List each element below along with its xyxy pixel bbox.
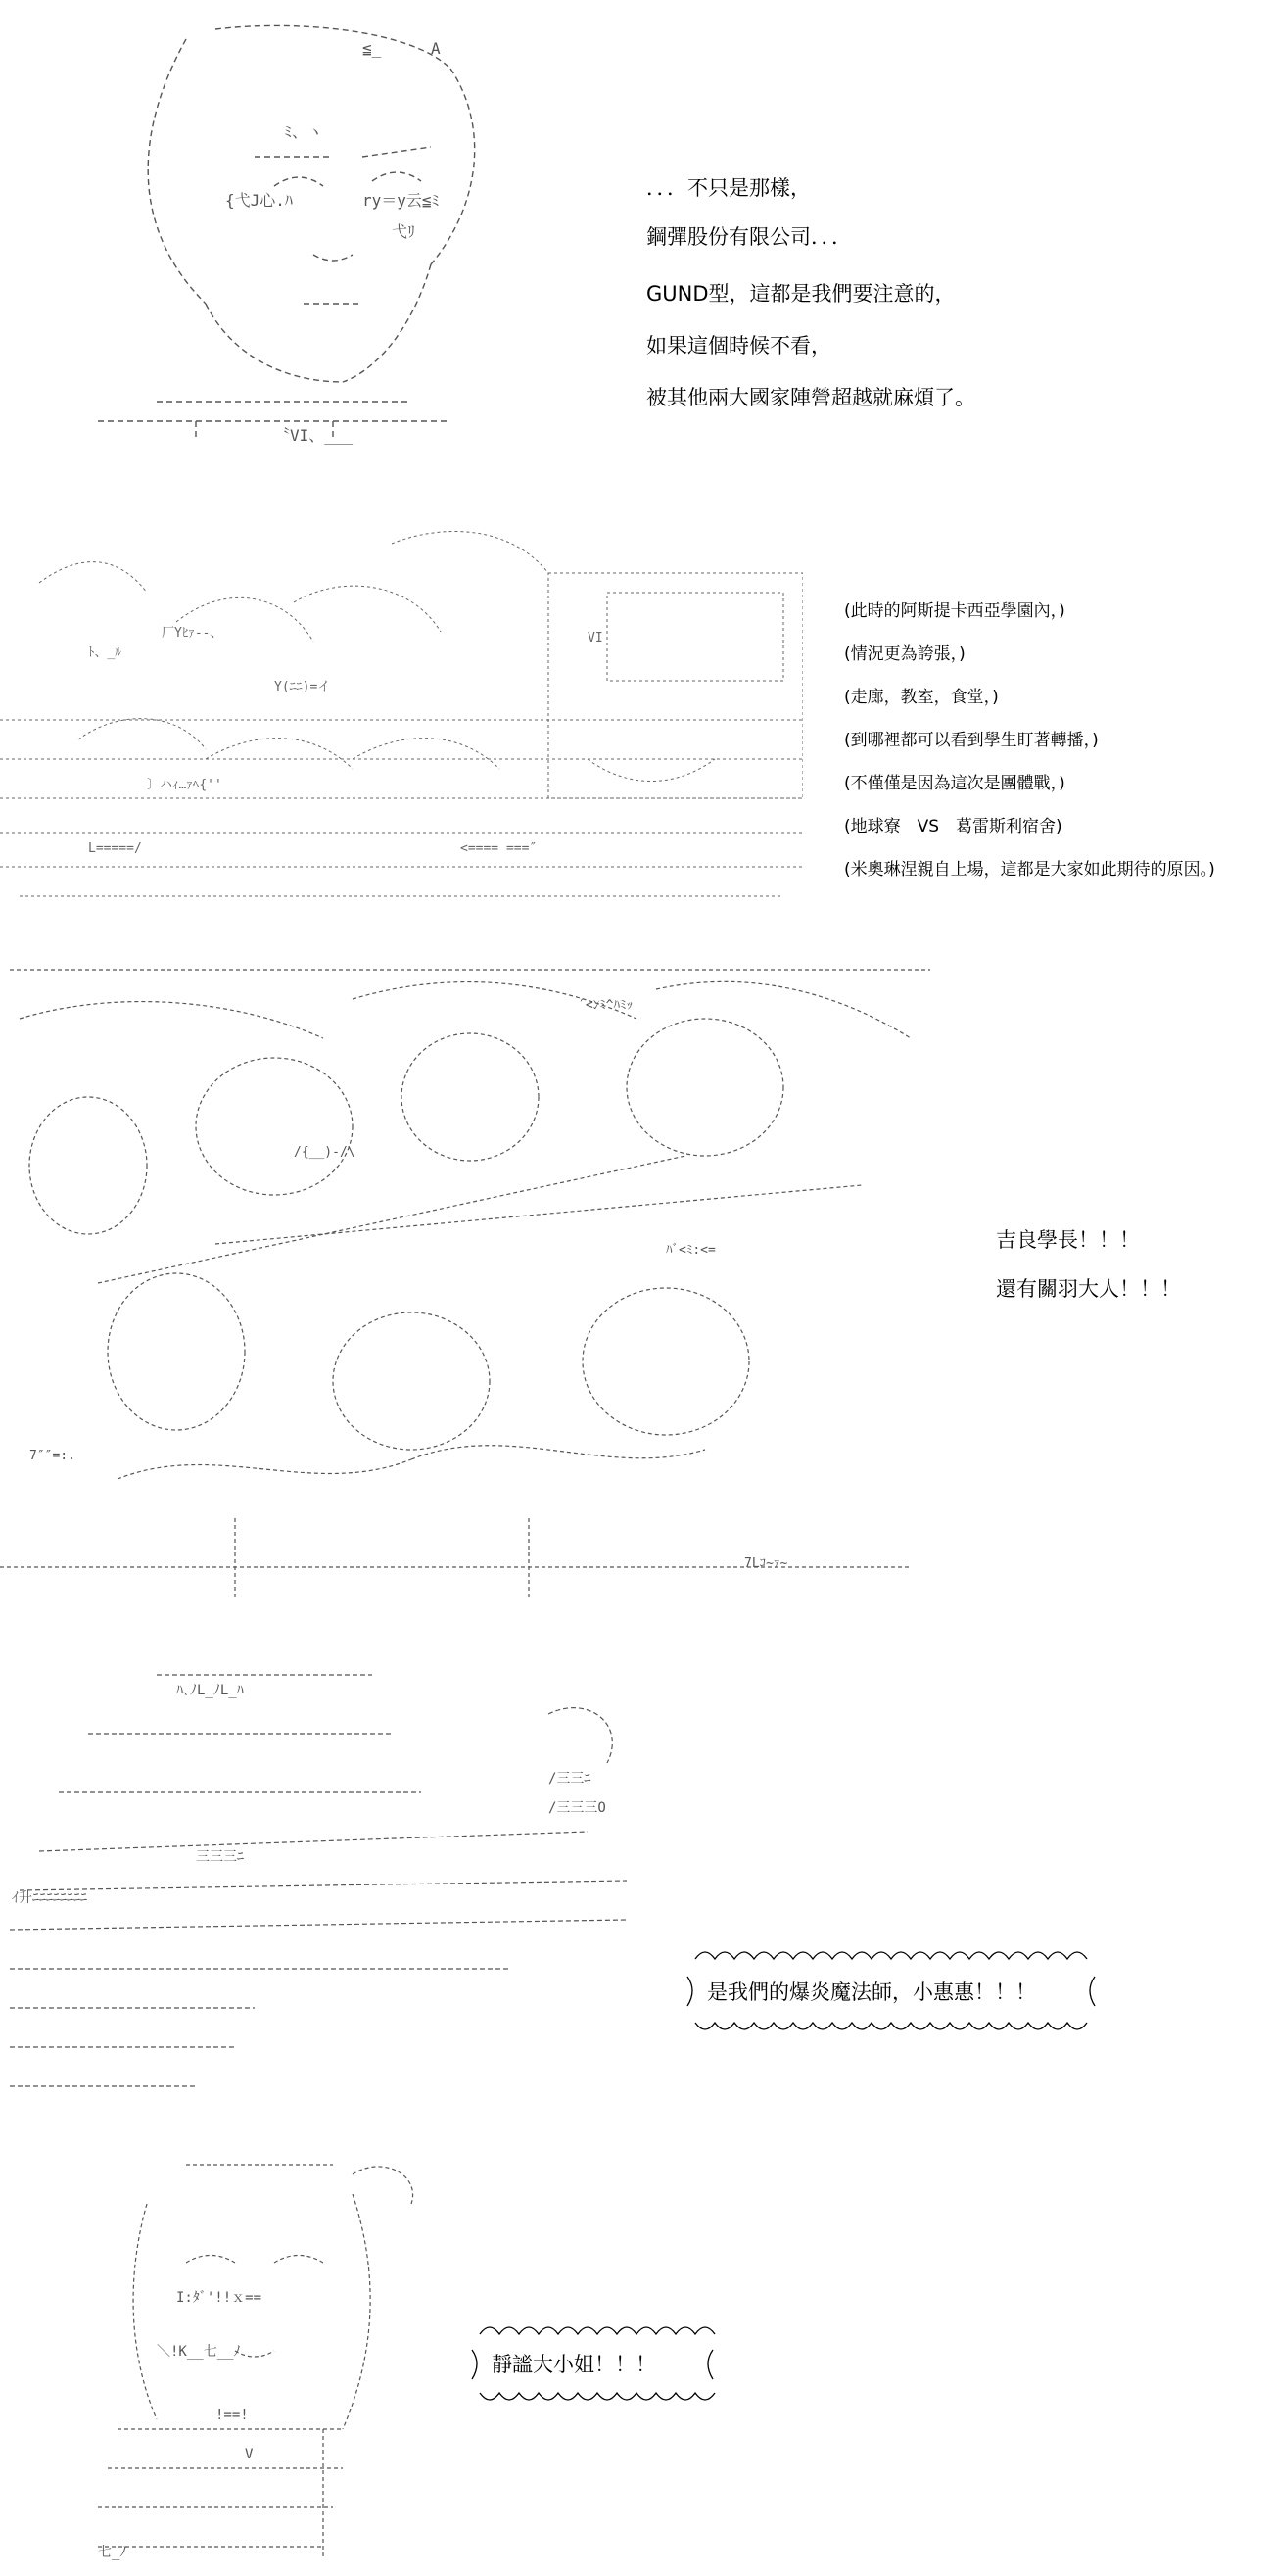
dialogue-line-3: GUND型，這都是我們要注意的， <box>646 282 956 306</box>
dialogue-line-2: 鋼彈股份有限公司．．． <box>646 225 852 249</box>
svg-text:VI: VI <box>588 631 603 645</box>
shout-bubble-shizuka <box>460 2316 725 2414</box>
svg-text:L=====/: L=====/ <box>88 841 142 856</box>
svg-text:<==== ===″: <==== ===″ <box>460 841 538 856</box>
ascii-art-witch-hat <box>0 1655 646 2096</box>
svg-text:ry＝y云≦ﾐ: ry＝y云≦ﾐ <box>362 191 440 210</box>
shout-text-shizuka: 靜謐大小姐！！！ <box>492 2353 656 2376</box>
shout-text-megumin: 是我們的爆炎魔法師，小惠惠！！！ <box>707 1980 1036 2004</box>
svg-text:Y(ﾆﾆ)=イ: Y(ﾆﾆ)=イ <box>274 680 331 694</box>
svg-text:ﾊ､ﾉL_ﾉL_ﾊ: ﾊ､ﾉL_ﾉL_ﾊ <box>176 1683 244 1698</box>
svg-text:7″″=:.: 7″″=:. <box>29 1449 75 1463</box>
svg-text:七_ﾉ: 七_ﾉ <box>98 2545 127 2560</box>
svg-text:ﾊﾞ<ﾐ:<=: ﾊﾞ<ﾐ:<= <box>666 1243 716 1258</box>
svg-text:厂Yﾋｧ--、: 厂Yﾋｧ--、 <box>162 626 223 641</box>
ascii-art-flower-bouquet <box>0 930 940 1616</box>
svg-text:＼!K__七__ﾉ: ＼!K__七__ﾉ <box>157 2344 241 2360</box>
svg-text:!==!: !==! <box>215 2408 249 2423</box>
shout-bubble-megumin <box>676 1939 1107 2047</box>
svg-text:三三三ﾆ: 三三三ﾆ <box>196 1849 244 1865</box>
narration-note-5: (不僅僅是因為這次是團體戰，) <box>844 774 1065 793</box>
svg-text:ﾄ、_ﾙ: ﾄ、_ﾙ <box>88 645 121 660</box>
svg-text:ﾐ、ヽ: ﾐ、ヽ <box>284 122 324 141</box>
panel-5 <box>0 2135 1273 2576</box>
panel-3 <box>0 930 1273 1616</box>
svg-text:/{__)-/\: /{__)-/\ <box>294 1145 355 1160</box>
svg-text:A: A <box>431 39 441 58</box>
dialogue-line-4: 如果這個時候不看， <box>646 334 831 358</box>
ascii-art-character-portrait <box>39 10 627 451</box>
narration-note-6: (地球寮 VS 葛雷斯利宿舍) <box>844 817 1062 836</box>
ascii-art-young-lady <box>0 2135 450 2566</box>
narration-note-4: (到哪裡都可以看到學生盯著轉播，) <box>844 731 1099 750</box>
dialogue-line-guanyu: 還有關羽大人！！！ <box>996 1277 1181 1301</box>
narration-note-1: (此時的阿斯提卡西亞學園內，) <box>844 601 1065 621</box>
panel-2 <box>0 465 1273 906</box>
svg-text:〕ハｨ…ｧﾍ{'': 〕ハｨ…ｧﾍ{'' <box>147 778 222 792</box>
panel-4 <box>0 1655 1273 2116</box>
svg-text:7Lｺ~ｧ~: 7Lｺ~ｧ~ <box>744 1556 788 1571</box>
dialogue-line-kira: 吉良學長！！！ <box>996 1228 1140 1252</box>
svg-text:弋ﾘ: 弋ﾘ <box>392 222 416 241</box>
svg-text:〝VI、___: 〝VI、___ <box>274 426 354 445</box>
narration-note-2: (情況更為誇張，) <box>844 644 966 664</box>
svg-text:V: V <box>245 2447 254 2462</box>
svg-text:/三三ﾆ: /三三ﾆ <box>548 1771 591 1787</box>
svg-text:ｲ升ﾆﾆﾆﾆﾆﾆﾆﾆ: ｲ升ﾆﾆﾆﾆﾆﾆﾆﾆ <box>12 1890 87 1906</box>
svg-text:/三三三O: /三三三O <box>548 1800 606 1816</box>
svg-text:I:ﾀﾞ'!!ｘ==: I:ﾀﾞ'!!ｘ== <box>176 2290 262 2306</box>
svg-text:≦_: ≦_ <box>362 39 382 58</box>
svg-text:′<ﾝﾐ^ﾊﾐｯ: ′<ﾝﾐ^ﾊﾐｯ <box>578 998 633 1013</box>
dialogue-line-5: 被其他兩大國家陣營超越就麻煩了。 <box>646 386 975 409</box>
dialogue-line-1: ．．．不只是那樣， <box>646 176 811 200</box>
svg-text:{弋J心.ﾊ: {弋J心.ﾊ <box>225 191 293 210</box>
panel-1 <box>0 0 1273 460</box>
narration-note-3: (走廊，教室，食堂，) <box>844 688 999 707</box>
narration-note-7: (米奧琳涅親自上場，這都是大家如此期待的原因。) <box>844 860 1215 880</box>
ascii-art-crowd-scene <box>0 465 803 906</box>
